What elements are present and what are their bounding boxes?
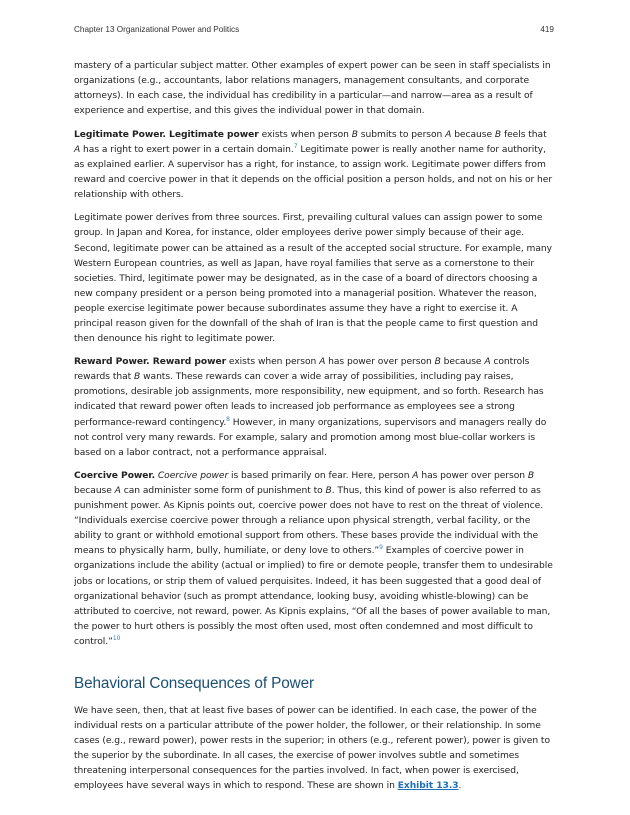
- section-heading: Behavioral Consequences of Power: [74, 674, 314, 692]
- paragraph-behavioral-consequences: We have seen, then, that at least five bases of power can be identified. In each case, the power of the individual rests on a particular attribute of the power holder, the follower, or their relationship. In some cases (e.g., reward power), power rests in the superior; in others (e.g., referent power), power is given to the superior by the subordinate. In all cases, the exercise of power involves subtle and sometimes threatening interpersonal consequences for the parties involved. In fact, when power is exercised, employees have several ways in which to respond. These are shown in Exhibit 13.3.: [74, 705, 550, 791]
- chapter-title: Chapter 13 Organizational Power and Politics: [74, 25, 240, 34]
- footnote-ref-7[interactable]: 7: [293, 142, 298, 150]
- run-in-heading-reward: Reward Power. Reward power: [74, 357, 227, 368]
- footnote-ref-9[interactable]: 9: [379, 544, 383, 552]
- paragraph-reward-power: Reward Power. Reward power exists when person A has power over person B because A controls rewards that B wants. These rewards can cover a wide array of possibilities, including pay raises, promotions, desirable job assignments, more responsibility, new equipment, and so forth. Research has indicated that reward power often leads to increased job performance as employees see a strong performance-reward contingency.$^8$ However, in many organizations, supervisors and managers really do not control very many rewards. For example, salary and promotion among most blue-collar workers is based on a labor contract, not a performance appraisal.: [74, 357, 547, 458]
- paragraph-coercive-power: Coercive Power. Coercive power is based primarily on fear. Here, person A has power over person B because A can administer some form of punishment to B. Thus, this kind of power is also referred to as punishment power. As Kipnis points out, coercive power does not have to rest on the threat of violence. “Individuals exercise coercive power through a reliance upon physical strength, verbal facility, or the ability to grant or withhold emotional support from others. These bases provide the individual with the means to physically harm, bully, humiliate, or deny love to others.”$^9$ Examples of coercive power in organizations include the ability (actual or implied) to fire or demote people, transfer them to undesirable jobs or locations, or strip them of valued perquisites. Indeed, it has been suggested that a good deal of organizational behavior (such as prompt attendance, looking busy, avoiding whistle-blowing) can be attributed to coercive, not reward, power. As Kipnis explains, “Of all the bases of power available to man, the power to hurt others is possibly the most often used, most often condemned and most difficult to control.”$^{10}$: [74, 471, 553, 647]
- footnote-ref-8[interactable]: 8: [226, 415, 230, 423]
- paragraph-expert-power-end: mastery of a particular subject matter. Other examples of expert power can be seen in staff specialists in organizations (e.g., accountants, labor relations managers, management consultants, and corporate attorneys). In each case, the individual has credibility in a particular—and narrow—area as a result of experience and expertise, and this gives the individual power in that domain.: [74, 61, 551, 117]
- run-in-heading-legitimate: Legitimate Power. Legitimate power: [74, 129, 259, 140]
- body-content: [74, 59, 554, 803]
- page-number: 419: [540, 25, 554, 34]
- footnote-ref-10[interactable]: 10: [112, 634, 121, 642]
- paragraph-legitimate-sources: Legitimate power derives from three sources. First, prevailing cultural values can assign power to some group. In Japan and Korea, for instance, older employees derive power simply because of their age. Second, legitimate power can be attained as a result of the accepted social structure. For example, many Western European countries, as well as Japan, have royal families that serve as a cornerstone to their societies. Third, legitimate power may be designated, as in the case of a board of directors choosing a new company president or a person being promoted into a managerial position. Whatever the reason, people exercise legitimate power because subordinates assume they have a right to exercise it. A principal reason given for the downfall of the shah of Iran is that the people came to first question and then denounce his right to legitimate power.: [74, 213, 552, 344]
- exhibit-link[interactable]: Exhibit 13.3: [397, 780, 459, 791]
- running-header: [74, 25, 554, 37]
- run-in-heading-coercive: Coercive Power.: [74, 471, 155, 482]
- paragraph-legitimate-power: Legitimate Power. Legitimate power exists when person B submits to person A because B feels that A has a right to exert power in a certain domain.$^7$ Legitimate power is really another name for authority, as explained earlier. A supervisor has a right, for instance, to assign work. Legitimate power differs from reward and coercive power in that it depends on the official position a person holds, and not on his or her relationship with others.: [74, 129, 553, 200]
